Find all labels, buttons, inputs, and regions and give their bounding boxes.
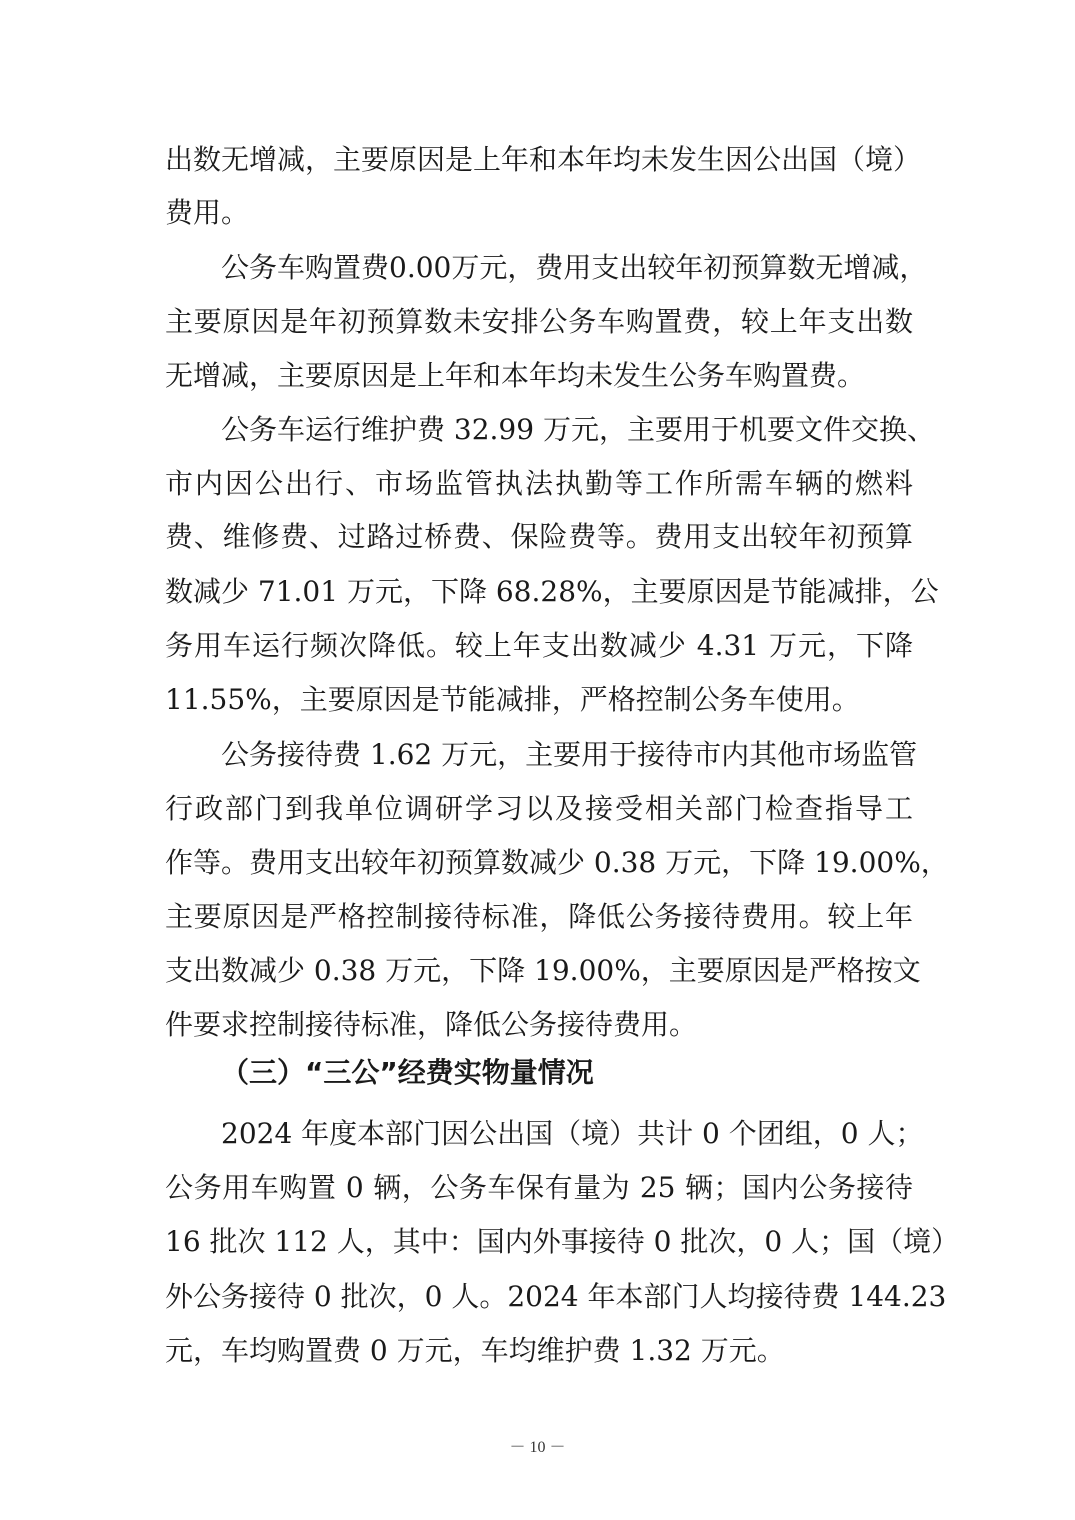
paragraph-line: 费、维修费、过路过桥费、保险费等。费用支出较年初预算 (165, 520, 913, 553)
paragraph-line: 元，车均购置费 0 万元，车均维护费 1.32 万元。 (165, 1334, 785, 1367)
paragraph-line: 出数无增减，主要原因是上年和本年均未发生因公出国（境） (165, 143, 922, 176)
paragraph-line: 费用。 (165, 196, 250, 229)
paragraph-line: 主要原因是严格控制接待标准，降低公务接待费用。较上年 (165, 900, 913, 933)
paragraph-line: 数减少 71.01 万元，下降 68.28%，主要原因是节能减排，公 (165, 575, 939, 608)
paragraph-line: 作等。费用支出较年初预算数减少 0.38 万元，下降 19.00%， (165, 846, 949, 879)
paragraph-line: 主要原因是年初预算数未安排公务车购置费，较上年支出数 (165, 305, 913, 338)
paragraph-line: 16 批次 112 人，其中：国内外事接待 0 批次，0 人；国（境） (165, 1225, 960, 1258)
page-number: － 10 － (509, 1439, 566, 1456)
paragraph-line: 市内因公出行、市场监管执法执勤等工作所需车辆的燃料 (165, 467, 913, 500)
section-heading: （三）“三公”经费实物量情况 (221, 1056, 594, 1089)
paragraph-line: 公务车购置费0.00万元，费用支出较年初预算数无增减， (221, 251, 928, 284)
paragraph-line: 务用车运行频次降低。较上年支出数减少 4.31 万元，下降 (165, 629, 913, 662)
paragraph-line: 行政部门到我单位调研学习以及接受相关部门检查指导工 (165, 792, 913, 825)
paragraph-line: 外公务接待 0 批次，0 人。2024 年本部门人均接待费 144.23 (165, 1280, 947, 1313)
paragraph-line: 公务接待费 1.62 万元，主要用于接待市内其他市场监管 (221, 738, 918, 771)
paragraph-line: 公务用车购置 0 辆，公务车保有量为 25 辆；国内公务接待 (165, 1171, 913, 1204)
paragraph-line: 2024 年度本部门因公出国（境）共计 0 个团组，0 人； (221, 1117, 924, 1150)
paragraph-line: 11.55%，主要原因是节能减排，严格控制公务车使用。 (165, 683, 860, 716)
paragraph-line: 无增减，主要原因是上年和本年均未发生公务车购置费。 (165, 359, 866, 392)
paragraph-line: 件要求控制接待标准，降低公务接待费用。 (165, 1008, 698, 1041)
paragraph-line: 公务车运行维护费 32.99 万元，主要用于机要文件交换、 (221, 413, 935, 446)
paragraph-line: 支出数减少 0.38 万元，下降 19.00%，主要原因是严格按文 (165, 954, 921, 987)
